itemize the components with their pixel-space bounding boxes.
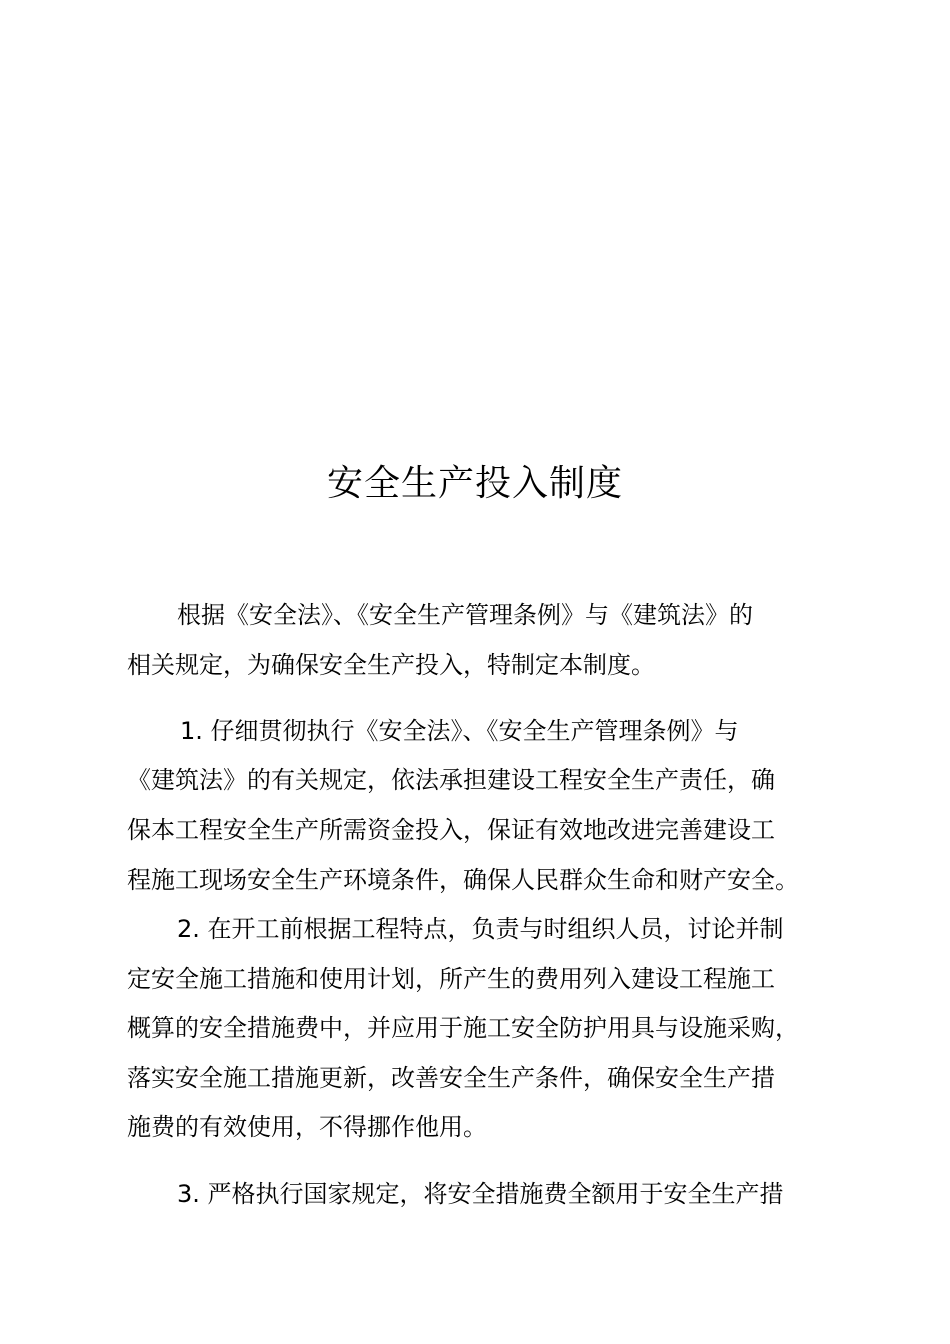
intro-line-2: 相关规定，为确保安全生产投入，特制定本制度。: [127, 651, 655, 679]
item-2-line-4: 落实安全施工措施更新，改善安全生产条件，确保安全生产措: [127, 1064, 775, 1092]
item-2-line-5: 施费的有效使用，不得挪作他用。: [127, 1113, 487, 1141]
item-2-line-2: 定安全施工措施和使用计划，所产生的费用列入建设工程施工: [127, 965, 775, 993]
item-3-line-1: 3. 严格执行国家规定，将安全措施费全额用于安全生产措: [177, 1180, 784, 1208]
item-1-line-1: 1. 仔细贯彻执行《安全法》、《安全生产管理条例》与: [180, 717, 739, 745]
item-1-line-4: 程施工现场安全生产环境条件，确保人民群众生命和财产安全。: [127, 866, 799, 894]
item-2-line-3: 概算的安全措施费中，并应用于施工安全防护用具与设施采购，: [127, 1014, 799, 1042]
intro-line-1: 根据《安全法》、《安全生产管理条例》与《建筑法》的: [177, 601, 753, 629]
document-title: 安全生产投入制度: [326, 463, 623, 504]
item-2-line-1: 2. 在开工前根据工程特点，负责与时组织人员，讨论并制: [177, 915, 784, 943]
item-1-line-3: 保本工程安全生产所需资金投入，保证有效地改进完善建设工: [127, 816, 775, 844]
item-1-line-2: 《建筑法》的有关规定，依法承担建设工程安全生产责任，确: [127, 766, 775, 794]
